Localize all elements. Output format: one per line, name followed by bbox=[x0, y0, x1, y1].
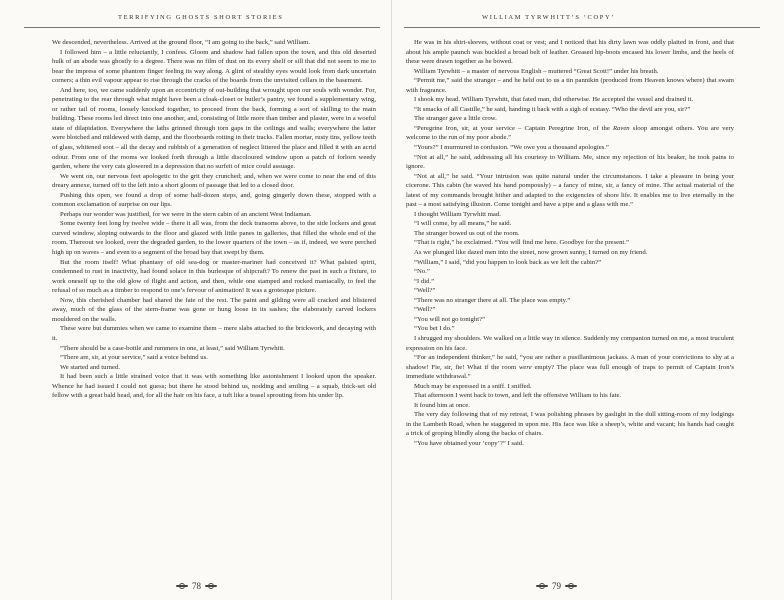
paragraph: I followed him – a little reluctantly, I confess. Gloom and shadow had fallen upon the town, and this old deserted hulk of an abode was ghostly to a degree. There was no film of dust on its every shelf or sill that did not seem to me to bear the impress of some phantom finger feeling its way along. A glint of stealthy eyes would look from dark uncertain corners; a thin evil vapour appear to rise through the cracks of the boards from the unvisited cellars in the basement. bbox=[52, 48, 376, 85]
paragraph: “No.” bbox=[414, 268, 430, 276]
paragraph: “I did.” bbox=[414, 277, 435, 285]
left-page-text bbox=[52, 38, 376, 578]
folio-ornament-icon bbox=[176, 583, 188, 589]
header-rule-right bbox=[404, 27, 760, 28]
paragraph: Perhaps our wonder was justified, for we were in the stern cabin of an ancient West Indiaman. bbox=[60, 210, 312, 218]
paragraph: And here, too, we came suddenly upon an eccentricity of out-building that wrought upon our souls with wonder. For, penetrating to the rear through what might have been a cloak-closet or butler’s pantry, we found a supplementary wing, or rather tail of rooms, loosely knocked together, to proceed from the back, forming a sort of skilling to the main building. These rooms led direct into one another, and, consisting of little more than timber and plaster, were in a woeful state of dilapidation. Everywhere the laths grinned through torn gaps in the ceilings and walls; everywhere the latter were blotched and mildewed with damp, and the floorboards rotting in their tracks. Fallen mortar, rusty tins, yellow teeth of glass, whitened soot – all the decay and rubbish of a generation of neglect littered the place and filled it with an acrid odour. From one of the rooms we looked forth through a little discoloured window upon a patch of forlorn weedy garden, where the very cats glowered in a depression that no surfeit of mice could assuage. bbox=[52, 86, 376, 171]
paragraph: Now, this cherished chamber had shared the fate of the rest. The paint and gilding were all cracked and blistered away, much of the glass of the stern-frame was gone or hung loose in its sashes; the elaborately carved lockers mouldered on the walls. bbox=[52, 296, 376, 323]
paragraph-head: “Peregrine Iron, sir, at your service – Captain Peregrine Iron, of the bbox=[414, 124, 610, 132]
paragraph: “Well?” bbox=[414, 287, 436, 295]
paragraph: “There are, sir, at your service,” said a voice behind us. bbox=[60, 354, 208, 362]
paragraph: It found him at once. bbox=[414, 401, 470, 409]
page-number: 78 bbox=[192, 581, 201, 591]
paragraph: “Not at all,” he said. “Your intrusion was quite natural under the circumstances. I take a pleasure in being your cicerone. This cabin (he waved his hand pompously) – a fancy of mine, sir, a fancy of mine. The actual material of the latest of my commands brought hither and adapted to the exigencies of shore life. It enables me to live eternally in the past – a most satisfying illusion. Come tonight and have a pipe and a glass with me.” bbox=[406, 172, 734, 209]
paragraph bbox=[406, 124, 734, 143]
paragraph bbox=[406, 353, 734, 382]
paragraph: These were but dummies when we came to examine them – mere slabs attached to the brickwork, and decaying with it. bbox=[52, 325, 376, 342]
paragraph: “I will come, by all means,” he said. bbox=[414, 220, 512, 228]
paragraph: “It smacks of all Castille,” he said, handing it back with a sigh of ecstasy. “Who the devil are you, sir?” bbox=[414, 105, 691, 113]
paragraph-tail: empty? The place was full enough of traps to permit of Captain Iron’s immediate withdrawal.” bbox=[406, 363, 734, 381]
page-number-left bbox=[176, 580, 217, 592]
header-rule-left bbox=[24, 27, 380, 28]
paragraph: The very day following that of my retreat, I was polishing phrases by gaslight in the dull sitting-room of my lodgings in the Lambeth Road, when he staggered in upon me. His face was like a sheep’s, white and vacant; his hands had caught a trick of groping blindly along the backs of chairs. bbox=[406, 411, 734, 438]
paragraph: William Tyrwhitt – a master of nervous English – muttered “Great Scott!” under his breath. bbox=[414, 67, 659, 75]
page-number-right bbox=[536, 580, 577, 592]
paragraph: “Well?” bbox=[414, 306, 436, 314]
paragraph: “Permit me,” said the stranger – and he held out to us a tin pannikin (produced from Heaven knows where) that swam with fragrance. bbox=[406, 77, 734, 94]
paragraph: I thought William Tyrwhitt mad. bbox=[414, 210, 501, 218]
paragraph: Pushing this open, we found a drop of some half-dozen steps, and, going gingerly down these, stopped with a common exclamation of surprise on our lips. bbox=[52, 191, 376, 209]
folio-ornament-icon bbox=[565, 583, 577, 589]
right-page-text bbox=[406, 38, 734, 578]
paragraph: That afternoon I went back to town, and left the offensive William to his fate. bbox=[414, 392, 622, 400]
ship-name: Raven bbox=[612, 124, 630, 132]
running-head-left: TERRIFYING GHOSTS SHORT STORIES bbox=[118, 14, 284, 21]
paragraph: “You bet I do.” bbox=[414, 325, 455, 333]
paragraph: “There was no stranger there at all. The place was empty.” bbox=[414, 296, 571, 304]
paragraph: Some twenty feet long by twelve wide – there it all was, from the deck transoms above, to the side lockers and great curved window, sloping outwards to the floor and glazed with little panes in galleries, that filled the whole end of the room. Thereout we looked, over the degraded garden, to the lower quarters of the town – as if, indeed, we were perched high up on waves – and even to a segment of the broad bay that swept by them. bbox=[52, 220, 376, 257]
paragraph: As we plunged like dazed men into the street, now grown sunny, I turned on my friend. bbox=[414, 249, 648, 257]
paragraph: I shrugged my shoulders. We walked on a little way in silence. Suddenly my companion turned on me, a most truculent expression on his face. bbox=[406, 334, 734, 352]
paragraph: “You will not go tonight?” bbox=[414, 315, 486, 323]
paragraph: He was in his shirt-sleeves, without coat or vest; and I noticed that his dirty lawn was oddly plaited in front, and that about his ample paunch was buckled a broad belt of leather. Greased hip-boots encased his lower limbs, and the heels of these were drawn together as he bowed. bbox=[406, 39, 734, 66]
emphasis: were bbox=[518, 363, 532, 371]
paragraph: “William,” I said, “did you happen to look back as we left the cabin?” bbox=[414, 258, 602, 266]
paragraph: “You have obtained your ‘copy’?” I said. bbox=[414, 439, 524, 447]
paragraph-tail: sloop amongst others. You are very welcome to the run of my poor abode.” bbox=[406, 124, 734, 142]
paragraph-head: “For an independent thinker,” he said, “you are rather a pusillanimous jackass. A man of your convictions to shy at a shadow! Fie, sir, fie! What if the room bbox=[406, 354, 734, 371]
paragraph: It had been such a little strained voice that it was with something like astonishment I looked upon the speaker. Whence he had issued I could not guess; but there he stood behind us, nodding and smiling – a squab, thick-set old fellow with a great bald head, and, for all the hair on his face, a tuft like a teasel sprouting from his under lip. bbox=[52, 373, 376, 400]
paragraph: I shook my head. William Tyrwhitt, that fated man, did otherwise. He accepted the vessel and drained it. bbox=[414, 96, 694, 104]
running-head-right: WILLIAM TYRWHITT’S ‘COPY’ bbox=[482, 14, 616, 21]
page-number: 79 bbox=[552, 581, 561, 591]
paragraph: The stranger gave a little crow. bbox=[414, 115, 497, 123]
paragraph: The stranger bowed us out of the room. bbox=[414, 229, 520, 237]
right-page bbox=[392, 0, 784, 600]
paragraph: “That is right,” he exclaimed. “You will find me here. Goodbye for the present.” bbox=[414, 239, 629, 247]
folio-ornament-icon bbox=[205, 583, 217, 589]
paragraph: “Yours?” I murmured in confusion. “We owe you a thousand apologies.” bbox=[414, 144, 609, 152]
paragraph: We went on, our nervous feet apologetic to the grit they crunched; and, when we were come to near the end of this dreary annexe, turned off to the left into a short gloom of passage that led to a closed door. bbox=[52, 172, 376, 190]
paragraph: Much may be expressed in a sniff. I sniffed. bbox=[414, 382, 532, 390]
folio-ornament-icon bbox=[536, 583, 548, 589]
paragraph: “Not at all,” he said, addressing all his courtesy to William. Me, since my rejection of his beaker, he took pains to ignore. bbox=[406, 153, 734, 171]
paragraph: We descended, nevertheless. Arrived at the ground floor, “I am going to the back,” said William. bbox=[52, 39, 311, 46]
paragraph: But the room itself! What phantasy of old sea-dog or master-mariner had conceived it? What palsied spirit, condemned to rust in inactivity, had found solace in this burlesque of shipcraft? To renew the past in such a fixture, to work oneself up to the old glow of flight and action, and then, while one stamped and rocked maniacally, to feel the refusal of so much as a timber to respond to one’s fervour of animation! It was a grotesque picture. bbox=[52, 258, 376, 295]
paragraph: “There should be a case-bottle and rummers in one, at least,” said William Tyrwhitt. bbox=[60, 344, 285, 352]
paragraph: We started and turned. bbox=[60, 363, 120, 371]
